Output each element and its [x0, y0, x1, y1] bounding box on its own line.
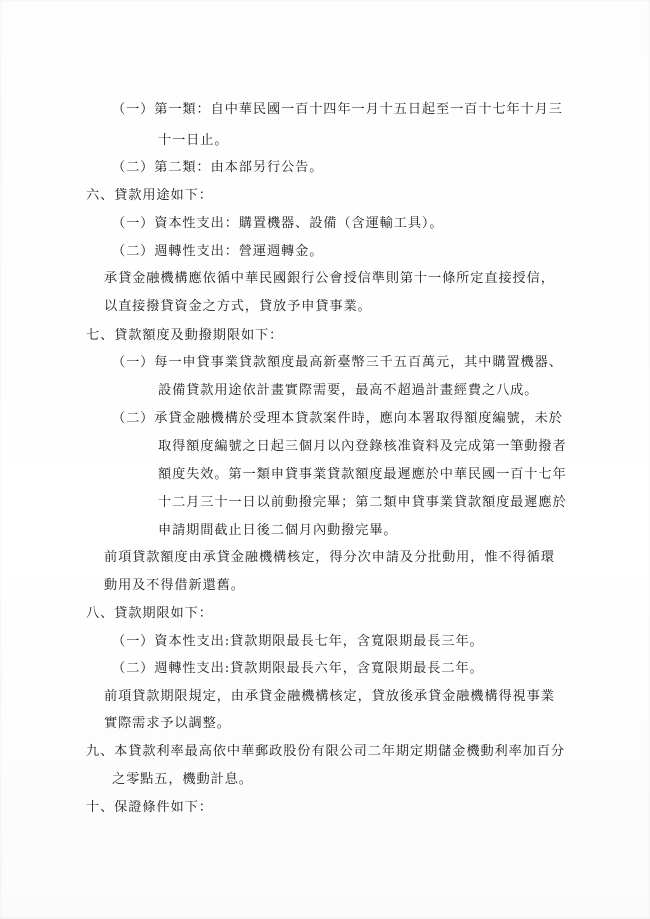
text-line: 申請期間截止日後二個月內動撥完畢。: [158, 523, 398, 538]
text-line: 十一日止。: [158, 133, 229, 148]
text-line: 實際需求予以調整。: [104, 716, 231, 731]
text-line: 之零點五，機動計息。: [112, 772, 253, 787]
section-heading: 九、本貸款利率最高依中華郵政股份有限公司二年期定期儲金機動利率加百分: [86, 744, 565, 759]
text-line: 額度失效。第一類申貸事業貸款額度最遲應於中華民國一百十七年: [158, 467, 567, 482]
text-line: 動用及不得借新還舊。: [104, 578, 245, 593]
text-line: 設備貸款用途依計畫實際需要，最高不超過計畫經費之八成。: [158, 383, 539, 398]
text-line: 承貸金融機構應依循中華民國銀行公會授信準則第十一條所定直接授信，: [104, 271, 555, 286]
text-line: （二）週轉性支出:貸款期限最長六年，含寬限期最長二年。: [112, 661, 484, 676]
section-heading: 六、貸款用途如下：: [86, 188, 213, 203]
section-heading: 七、貸款額度及動撥期限如下：: [86, 328, 284, 343]
text-line: （二）承貸金融機構於受理本貸款案件時，應向本署取得額度編號，未於: [112, 411, 563, 426]
text-line: （二）第二類：由本部另行公告。: [112, 160, 324, 175]
section-heading: 十、保證條件如下：: [86, 800, 213, 815]
text-line: 前項貸款期限規定，由承貸金融機構核定，貸放後承貸金融機構得視事業: [104, 689, 555, 704]
text-line: （二）週轉性支出：營運週轉金。: [112, 244, 324, 259]
text-line: 十二月三十一日以前動撥完畢；第二類申貸事業貸款額度最遲應於: [158, 495, 567, 510]
text-line: 取得額度編號之日起三個月以內登錄核准資料及完成第一筆動撥者: [158, 439, 567, 454]
text-line: （一）資本性支出:貸款期限最長七年，含寬限期最長三年。: [112, 634, 484, 649]
text-line: （一）每一申貸事業貸款額度最高新臺幣三千五百萬元，其中購置機器、: [112, 355, 563, 370]
text-line: （一）第一類：自中華民國一百十四年一月十五日起至一百十七年十月三: [112, 102, 563, 117]
text-line: 前項貸款額度由承貸金融機構核定，得分次申請及分批動用，惟不得循環: [104, 550, 555, 565]
text-line: 以直接撥貸資金之方式，貸放予申貸事業。: [104, 299, 372, 314]
section-heading: 八、貸款期限如下：: [86, 606, 213, 621]
text-line: （一）資本性支出：購置機器、設備（含運輸工具）。: [112, 216, 444, 231]
